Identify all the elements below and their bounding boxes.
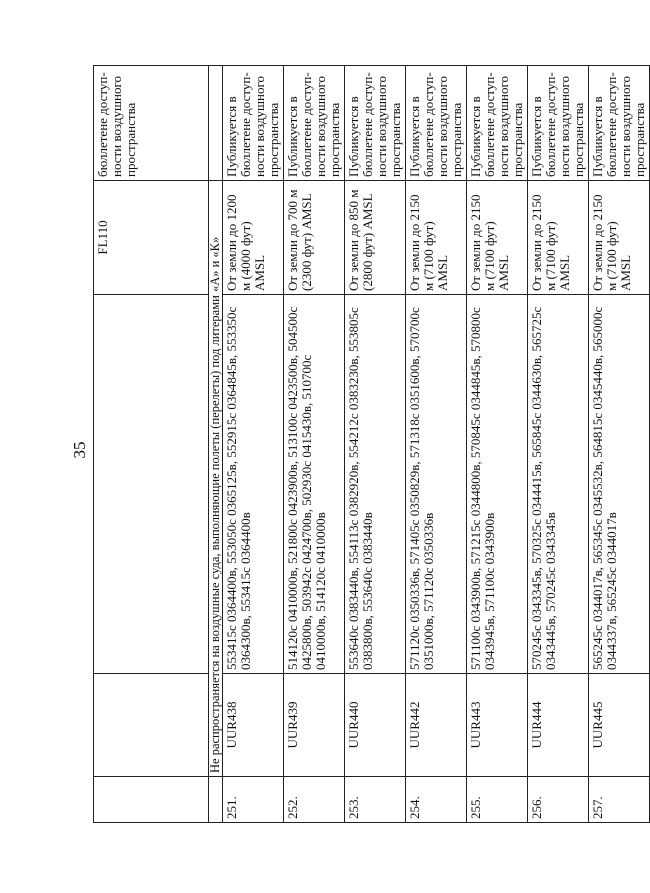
header-points	[94, 295, 209, 674]
table-row	[345, 66, 406, 823]
note-spacer-right	[209, 66, 223, 181]
airspace-table	[93, 65, 650, 823]
zone-boundary-points: 553415с 0364400в, 553050с 0365125в, 552915с 0364845в, 553350с 0364300в, 553415с 0364400в	[223, 295, 284, 674]
table-header-row	[94, 66, 209, 823]
row-number: 253.	[345, 777, 406, 823]
row-number: 257.	[589, 777, 650, 823]
zone-boundary-points: 514120с 0410000в, 521800с 0423900в, 513100с 0423500в, 504500с 0425800в, 503942с 0424700в, 502930с 0415430в, 510700с 0410000в, 514120с 0410000в	[284, 295, 345, 674]
page-number: 35	[70, 441, 89, 459]
zone-vertical-limits: От земли до 700 м (2300 фут) AMSL	[284, 181, 345, 295]
zone-designator: UUR445	[589, 674, 650, 777]
zone-vertical-limits: От земли до 850 м (2800 фут) AMSL	[345, 181, 406, 295]
table-row	[284, 66, 345, 823]
table-row	[406, 66, 467, 823]
zone-remarks: Публикуется в бюллетене доступ-ности воздушного пространства	[223, 66, 284, 181]
zone-designator: UUR438	[223, 674, 284, 777]
zone-boundary-points: 570245с 0343345в, 570325с 0344415в, 565845с 0344630в, 565725с 0343445в, 570245с 0343345в	[528, 295, 589, 674]
row-number: 251.	[223, 777, 284, 823]
zone-designator: UUR444	[528, 674, 589, 777]
zone-vertical-limits: От земли до 2150 м (7100 фут) AMSL	[528, 181, 589, 295]
table-note: Не распространяется на воздушные суда, выполняющие полеты (перелеты) под литерами «А» и «К»	[209, 181, 223, 777]
zone-remarks: Публикуется в бюллетене доступ-ности воздушного пространства	[345, 66, 406, 181]
rotated-table-frame	[93, 66, 647, 823]
row-number: 252.	[284, 777, 345, 823]
header-designator	[94, 674, 209, 777]
table-row	[223, 66, 284, 823]
row-number: 256.	[528, 777, 589, 823]
zone-remarks: Публикуется в бюллетене доступ-ности воздушного пространства	[406, 66, 467, 181]
note-row	[209, 66, 223, 823]
zone-vertical-limits: От земли до 2150 м (7100 фут) AMSL	[406, 181, 467, 295]
zone-vertical-limits: От земли до 2150 м (7100 фут) AMSL	[589, 181, 650, 295]
zone-vertical-limits: От земли до 1200 м (4000 фут) AMSL	[223, 181, 284, 295]
row-number: 255.	[467, 777, 528, 823]
zone-boundary-points: 571100с 0343900в, 571215с 0344800в, 570845с 0344845в, 570800с 0343945в, 571100с 0343900в	[467, 295, 528, 674]
table-row	[467, 66, 528, 823]
zone-vertical-limits: От земли до 2150 м (7100 фут) AMSL	[467, 181, 528, 295]
zone-boundary-points: 571120с 0350336в, 571405с 0350829в, 571318с 0351600в, 570700с 0351000в, 571120с 0350336в	[406, 295, 467, 674]
zone-boundary-points: 565245с 0344017в, 565345с 0345532в, 564815с 0345440в, 565000с 0344337в, 565245с 0344017в	[589, 295, 650, 674]
note-spacer	[209, 777, 223, 823]
header-num	[94, 777, 209, 823]
zone-remarks: Публикуется в бюллетене доступ-ности воздушного пространства	[589, 66, 650, 181]
table-row	[528, 66, 589, 823]
header-levels: FL110	[94, 181, 209, 295]
rotated-table-content	[93, 66, 647, 823]
header-remarks: бюллетене доступ-ности воздушного пространства	[94, 66, 209, 181]
zone-designator: UUR443	[467, 674, 528, 777]
zone-remarks: Публикуется в бюллетене доступ-ности воздушного пространства	[284, 66, 345, 181]
zone-designator: UUR439	[284, 674, 345, 777]
zone-boundary-points: 553640с 0383440в, 554113с 0382920в, 554212с 0383230в, 553805с 0383800в, 553640с 0383440в	[345, 295, 406, 674]
zone-remarks: Публикуется в бюллетене доступ-ности воздушного пространства	[467, 66, 528, 181]
row-number: 254.	[406, 777, 467, 823]
zone-designator: UUR442	[406, 674, 467, 777]
zone-remarks: Публикуется в бюллетене доступ-ности воздушного пространства	[528, 66, 589, 181]
table-row	[589, 66, 650, 823]
zone-designator: UUR440	[345, 674, 406, 777]
